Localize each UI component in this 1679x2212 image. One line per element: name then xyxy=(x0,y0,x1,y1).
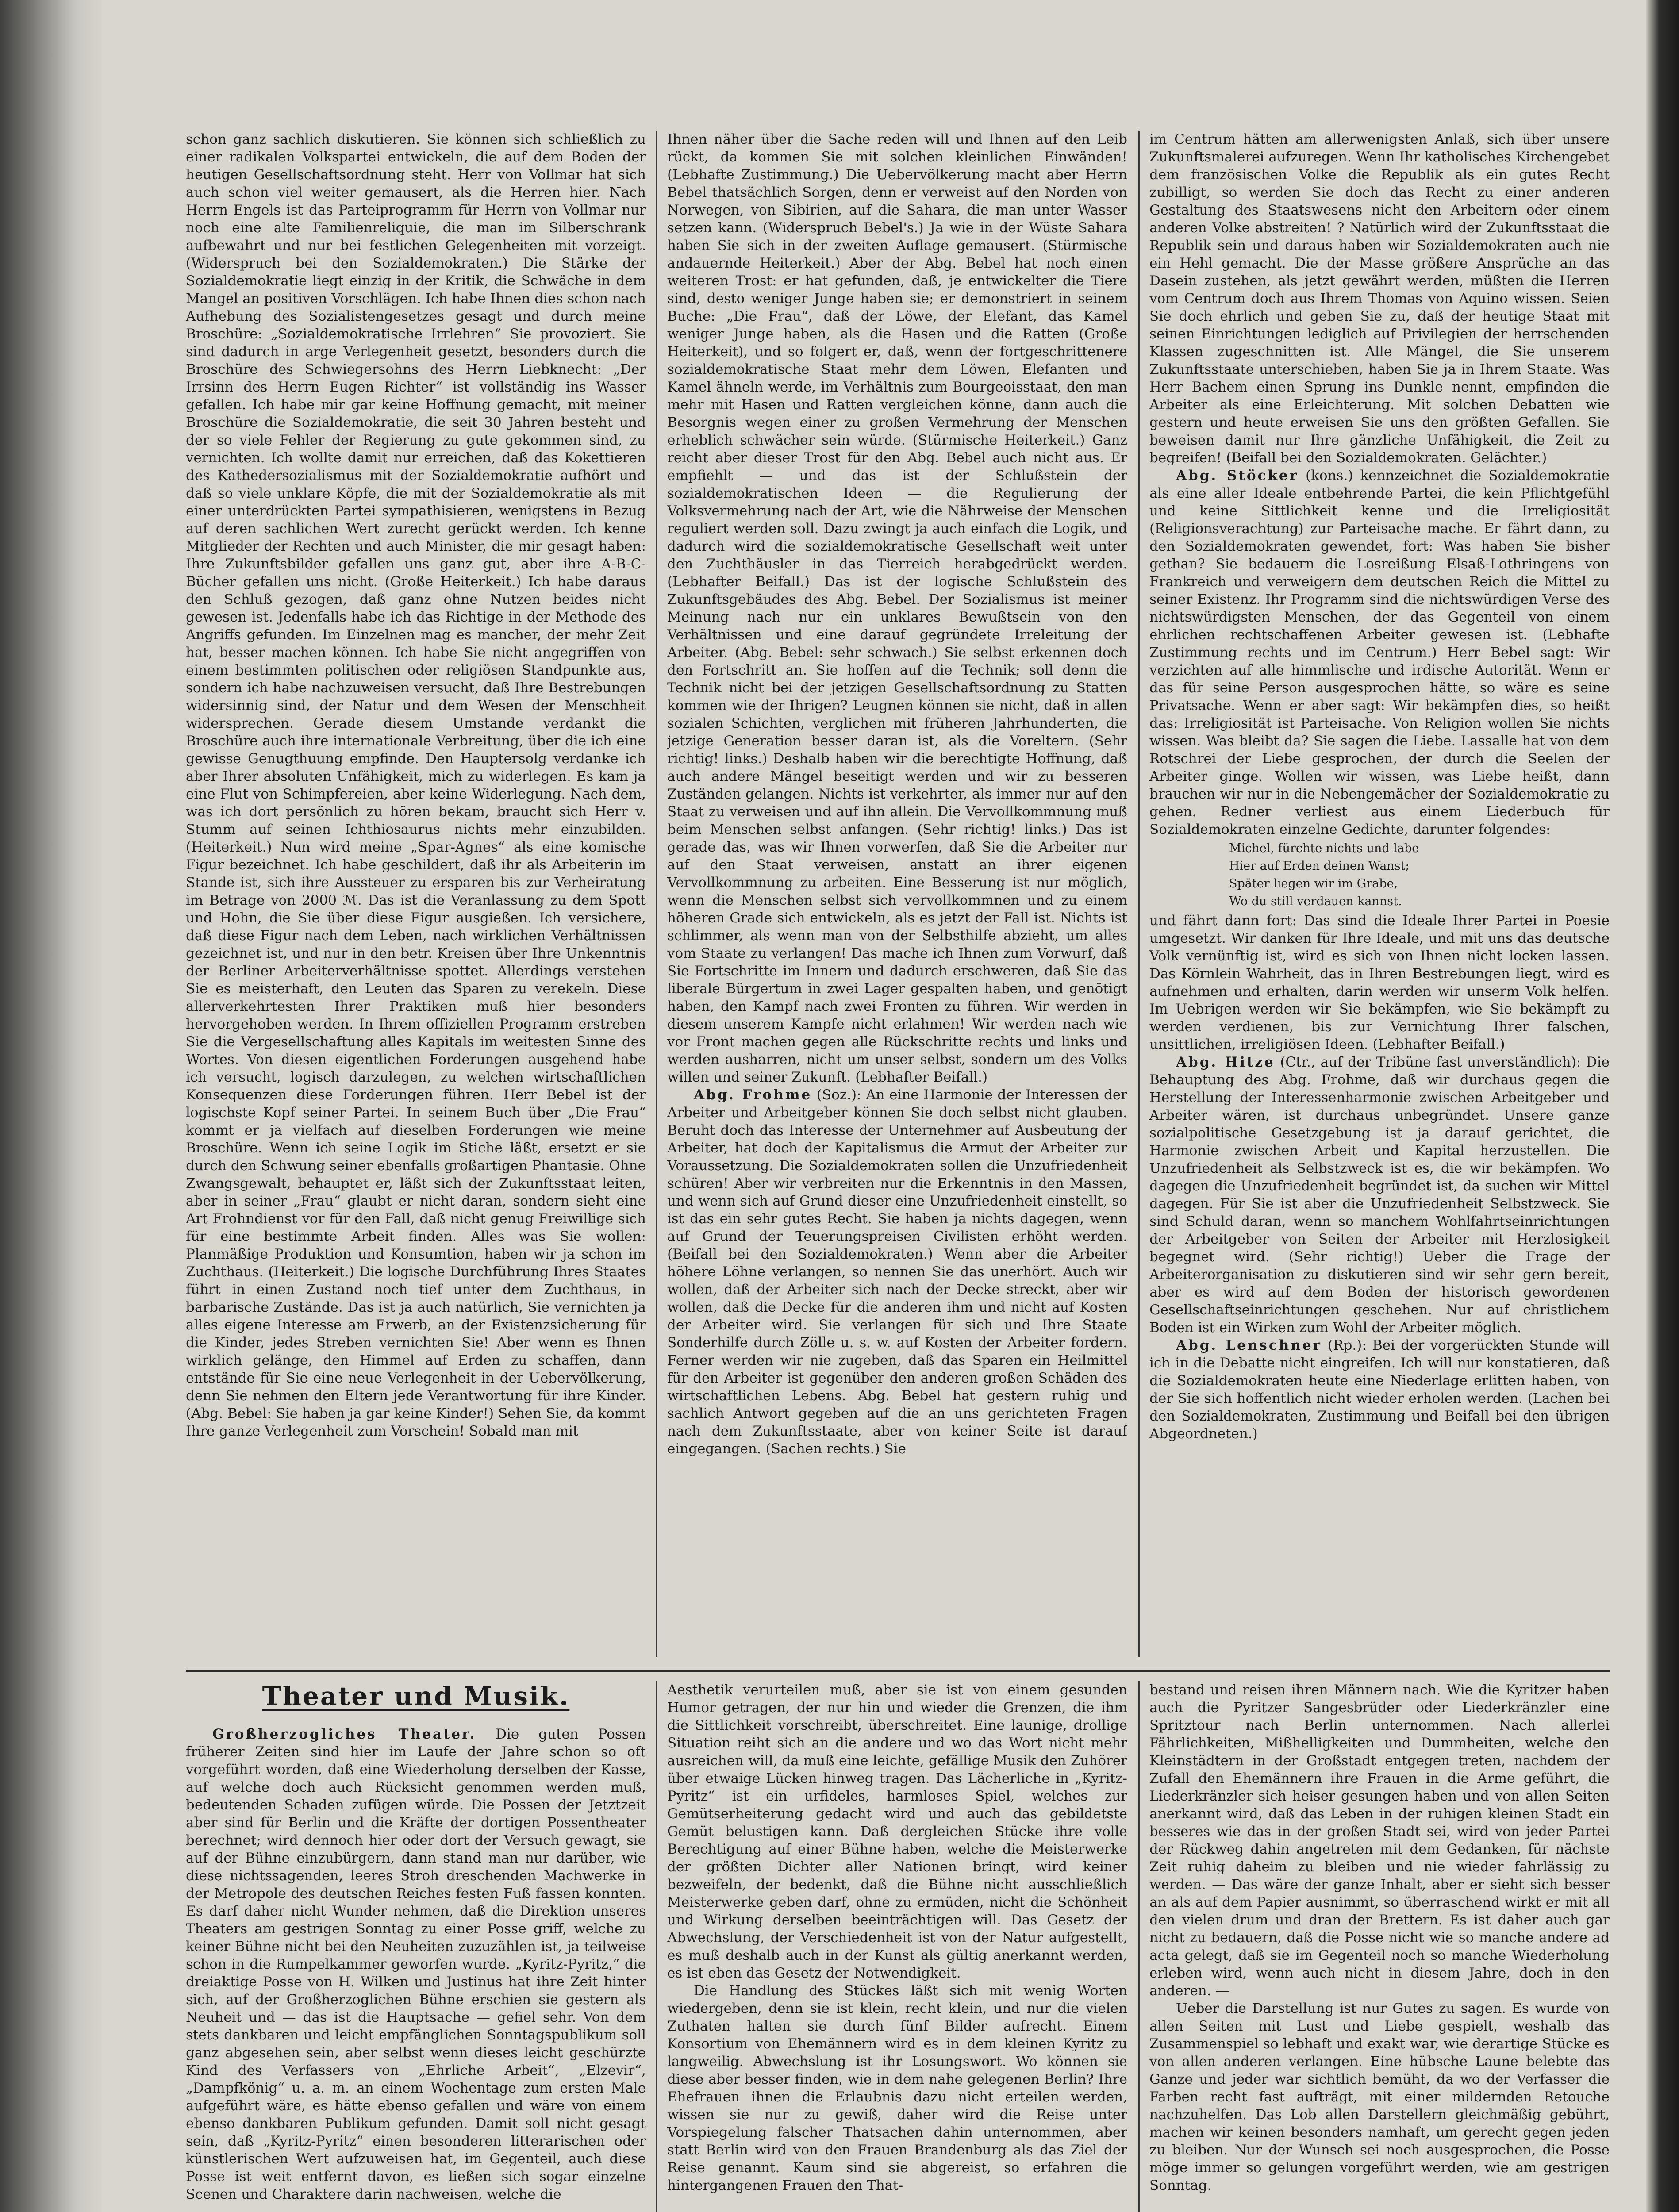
poem-line: Später liegen wir im Grabe, xyxy=(1229,877,1398,891)
paragraph: bestand und reisen ihren Männern nach. Wie die Kyritzer haben auch die Pyritzer Sangesbrüder oder Liederkränzler eine Spritztour nach Berlin unternommen. Nach allerlei Fährlichkeiten, Mißhelligkeiten und Dummheiten, welche den Kleinstädtern in der Großstadt entgegen treten, nachdem der Zufall den Ehemännern ihre Frauen in die Arme geführt, die Liederkränzler sich heiser gesungen haben und von allen Seiten anerkannt wird, daß das Leben in der ruhigen kleinen Stadt ein besseres wie das in der großen Stadt sei, wird von jeder Partei der Rückweg dahin angetreten mit dem Gedanken, für nächste Zeit ruhig daheim zu bleiben und nie wieder fahrlässig zu werden. — Das wäre der ganze Inhalt, aber er sieht sich besser an als auf dem Papier ausnimmt, so überraschend wirkt er mit all den vielen drum und dran der Brettern. Es ist daher auch gar nicht zu bedauern, daß die Posse nicht wie so manche andere ad acta gelegt, daß sie im Gegenteil noch so manche Wiederholung erleben wird, wenn auch nicht in diesem Jahre, doch in den anderen. — xyxy=(1149,1682,1610,1999)
paragraph xyxy=(1149,1053,1610,1336)
poem-line: Hier auf Erden deinen Wanst; xyxy=(1229,859,1410,873)
speech-text: (kons.) kennzeichnet die Sozialdemokratie als eine aller Ideale entbehrende Partei, die kein Pflichtgefühl und keine Sittlichkeit kenne und die Irreligiosität (Religionsverachtung) zur Parteisache mache. Er fährt dann, zu den Sozialdemokraten gewendet, fort: Was haben Sie bisher gethan? Sie bedauern die Losreißung Elsaß-Lothringens von Frankreich und verweigern dem deutschen Reich die Mittel zu seiner Existenz. Ihr Programm sind die nichtswürdigen Verse des nichtswürdigsten Menschen, der das Gegenteil von einem ehrlichen rechtschaffenen Arbeiter gewesen ist. (Lebhafte Zustimmung rechts und im Centrum.) Herr Bebel sagt: Wir verzichten auf alle himmlische und irdische Autorität. Wenn er das für seine Person ausgesprochen hätte, so wäre es seine Privatsache. Wenn er aber sagt: Wir bekämpfen dies, so heißt das: Irreligiosität ist Parteisache. Von Religion wollen Sie nichts wissen. Was bleibt da? Sie sagen die Liebe. Lassalle hat von dem Rotschrei der Liebe gesprochen, der durch die Seelen der Arbeiter ginge. Wollen wir wissen, was Liebe heißt, dann brauchen wir nur in die Nebengemächer der Sozialdemokratie zu gehen. Redner verliest aus einem Liederbuch für Sozialdemokraten einzelne Gedichte, darunter folgendes: xyxy=(1149,468,1610,837)
speech-text: (Soz.): An eine Harmonie der Interessen der Arbeiter und Arbeitgeber können Sie doch selbst nicht glauben. Beruht doch das Interesse der Unternehmer auf Ausbeutung der Arbeiter, hat doch der Kapitalismus die Armut der Arbeiter zur Voraussetzung. Die Sozialdemokraten sollen die Unzufriedenheit schüren! Aber wir verbreiten nur die Erkenntnis in den Massen, und wenn sich auf Grund dieser eine Unzufriedenheit einstellt, so ist das ein sehr gutes Recht. Sie haben ja nichts dagegen, wenn auf Grund der Teuerungspreisen Civilisten erhöht werden. (Beifall bei den Sozialdemokraten.) Wenn aber die Arbeiter höhere Löhne verlangen, so nennen Sie das unerhört. Auch wir wollen, daß der Arbeiter sich nach der Decke streckt, aber wir wollen, daß die Decke für die anderen ihm und nicht auf Kosten der Arbeiter wird. Sie verlangen für sich und Ihre Staate Sonderhilfe durch Zölle u. s. w. auf Kosten der Arbeiter fordern. Ferner werden wir nie zugeben, daß das Sparen ein Heilmittel für den Arbeiter ist gegenüber den anderen großen Schäden des wirtschaftlichen Lebens. Abg. Bebel hat gestern ruhig und sachlich Antwort gegeben auf die an uns gerichteten Fragen nach dem Zukunftsstaate, aber von keiner Seite ist darauf eingegangen. (Sachen rechts.) Sie xyxy=(667,1087,1127,1457)
review-text: Die guten Possen früherer Zeiten sind hier im Laufe der Jahre schon so oft vorgeführt worden, daß eine Wiederholung derselben der Kasse, auf welche doch auch Rücksicht genommen werden muß, bedeutenden Schaden zufügen würde. Die Possen der Jetztzeit aber sind für Berlin und die Kräfte der dortigen Possentheater berechnet; wird dennoch hier oder dort der Versuch gewagt, sie auf der Bühne einzubürgern, dann stand man nur darüber, wie diese nichtssagenden, leeres Stroh dreschenden Machwerke in der Metropole des deutschen Reiches festen Fuß fassen konnten. Es darf daher nicht Wunder nehmen, daß die Direktion unseres Theaters am gestrigen Sonntag zu einer Posse griff, welche zu keiner Bühne nicht bei den Neuheiten zuzuzählen ist, ja teilweise schon in die Rumpelkammer geworfen wurde. „Kyritz-Pyritz,“ die dreiaktige Posse von H. Wilken und Justinus hat ihre Zeit hinter sich, auf der Großherzoglichen Bühne erschien sie gestern als Neuheit und — das ist die Hauptsache — gefiel sehr. Von dem stets dankbaren und leicht empfänglichen Sonntagspublikum soll ganz abgesehen sein, aber selbst wenn dieses leicht geschürzte Kind des Verfassers von „Ehrliche Arbeit“, „Elzevir“, „Dampfkönig“ u. a. m. an einem Wochentage zum ersten Male aufgeführt wäre, es hätte ebenso gefallen und wäre von einem ebenso dankbaren Publikum gefunden. Damit soll nicht gesagt sein, daß „Kyritz-Pyritz“ einen besonderen litterarischen oder künstlerischen Wert aufzuweisen hat, im Gegenteil, auch diese Posse ist weit entfernt davon, es ließen sich sogar einzelne Scenen und Charaktere darin nachweisen, welche die xyxy=(186,1726,646,2202)
theater-name: Großherzogliches Theater. xyxy=(212,1726,476,1742)
page-edge-shadow xyxy=(1646,0,1679,2212)
column-divider xyxy=(1138,1681,1140,2212)
paragraph xyxy=(1149,1336,1610,1443)
paragraph xyxy=(667,1086,1127,1458)
column-divider xyxy=(656,131,657,1657)
section-divider xyxy=(186,1670,1610,1672)
speaker-name: Abg. Hitze xyxy=(1176,1054,1275,1070)
article-column-right xyxy=(1149,131,1610,1661)
section-heading: Theater und Musik. xyxy=(262,1681,570,1711)
paragraph: Ueber die Darstellung ist nur Gutes zu sagen. Es wurde von allen Seiten mit Lust und Liebe gespielt, weshalb das Zusammenspiel so lebhaft und exakt war, wie derartige Stücke es von allen anderen verlangen. Eine hübsche Laune belebte das Ganze und jeder war sichtlich bemüht, da wo der Verfasser die Farben recht fast aufträgt, mit einer mildernden Retouche nachzuhelfen. Das Lob allen Darstellern gleichmäßig gebührt, machen wir keinen besonders namhaft, um gerecht gegen jeden zu bleiben. Nur der Wunsch sei noch ausgesprochen, die Posse möge immer so gelungen vorgeführt werden, wie am gestrigen Sonntag. xyxy=(1149,2001,1610,2193)
paragraph: im Centrum hätten am allerwenigsten Anlaß, sich über unsere Zukunftsmalerei aufzuregen. Wenn Ihr katholisches Kirchengebet dem französischen Volke die Republik als ein gutes Recht zubilligt, so werden Sie doch das Recht zu einer anderen Gestaltung des Staatswesens nicht den Arbeitern oder einem anderen Volke abstreiten! ? Natürlich wird der Zukunftsstaat die Republik sein und daraus haben wir Sozialdemokraten auch nie ein Hehl gemacht. Die der Masse größere Ansprüche an das Dasein zustehen, als jetzt gewährt werden, müßten die Herren vom Centrum doch aus Ihrem Thomas von Aquino wissen. Seien Sie doch ehrlich und geben Sie zu, daß der heutige Staat mit seinen Einrichtungen lediglich auf Privilegien der herrschenden Klassen zugeschnitten ist. Alle Mängel, die Sie unserem Zukunftsstaate unterschieben, haben Sie ja in Ihrem Staate. Was Herr Bachem einen Sprung ins Dunkle nennt, empfinden die Arbeiter als eine Erleichterung. Mit solchen Debatten wie gestern und heute erweisen Sie uns den größten Gefallen. Sie beweisen damit nur Ihre gänzliche Unfähigkeit, die Zeit zu begreifen! (Beifall bei den Sozialdemokraten. Gelächter.) xyxy=(1149,131,1610,466)
newspaper-page xyxy=(102,0,1646,2212)
theater-column-left xyxy=(186,1725,646,2212)
speaker-name: Abg. Frohme xyxy=(694,1087,812,1103)
poem-line: Wo du still verdauen kannst. xyxy=(1229,895,1402,908)
article-column-middle xyxy=(667,131,1127,1661)
paragraph: schon ganz sachlich diskutieren. Sie können sich schließlich zu einer radikalen Volkspartei entwickeln, die auf dem Boden der heutigen Gesellschaftsordnung steht. Herr von Vollmar hat sich auch schon viel weiter gemausert, als die Herren hier. Nach Herrn Engels ist das Parteiprogramm für Herrn von Vollmar nur noch eine alte Familienreliquie, die man im Silberschrank aufbewahrt und nur bei festlichen Gelegenheiten mit vorzeigt. (Widerspruch bei den Sozialdemokraten.) Die Stärke der Sozialdemokratie liegt einzig in der Kritik, die Schwäche in dem Mangel an positiven Vorschlägen. Ich habe Ihnen dies schon nach Aufhebung des Sozialistengesetzes gesagt und durch meine Broschüre: „Sozialdemokratische Irrlehren“ Sie provoziert. Sie sind dadurch in arge Verlegenheit gesetzt, besonders durch die Broschüre des Schwiegersohns des Herrn Liebknecht: „Der Irrsinn des Herrn Eugen Richter“ ist vollständig ins Wasser gefallen. Ich habe mir gar keine Hoffnung gemacht, mit meiner Broschüre die Sozialdemokratie, die seit 30 Jahren besteht und der so viele Fehler der Regierung zu gute gekommen sind, zu vernichten. Ich wollte damit nur erreichen, daß das Kokettieren des Kathedersozialismus mit der Sozialdemokratie aufhört und daß so viele unklare Köpfe, die mit der Sozialdemokratie als mit einer unterdrückten Partei sympathisieren, wenigstens in Bezug auf deren sachlichen Wert zurecht gerückt werden. Ich kenne Mitglieder der Rechten und auch Minister, die mir gesagt haben: Ihre Zukunftsbilder gefallen uns ganz gut, aber ihre A-B-C-Bücher gefallen uns nicht. (Große Heiterkeit.) Ich habe daraus den Schluß gezogen, daß ganz ohne Nutzen beides nicht gewesen ist. Jedenfalls habe ich das Richtige in der Methode des Angriffs gefunden. Im Einzelnen mag es mancher, der mehr Zeit hat, besser machen können. Ich habe Sie nicht angegriffen von einem bestimmten politischen oder religiösen Standpunkte aus, sondern ich habe nachzuweisen versucht, daß Ihre Bestrebungen widersinnig sind, der Natur und dem Wesen der Menschheit widersprechen. Gerade diesem Umstande verdankt die Broschüre auch ihre internationale Verbreitung, über die ich eine gewisse Genugthuung empfinde. Den Hauptersolg verdanke ich aber Ihrer absoluten Unfähigkeit, mich zu widerlegen. Es kam ja eine Flut von Schimpfereien, aber keine Widerlegung. Nach dem, was ich dort persönlich zu hören bekam, braucht sich Herr v. Stumm auf seinen Ichthiosaurus nichts mehr einzubilden. (Heiterkeit.) Nun wird meine „Spar-Agnes“ als eine komische Figur bezeichnet. Ich habe geschildert, daß ihr als Arbeiterin im Stande ist, sich ihre Aussteuer zu ersparen bis zur Verheiratung im Betrage von 2000 ℳ. Das ist die Veranlassung zu dem Spott und Hohn, die Sie über diese Figur ausgießen. Ich versichere, daß diese Figur nach dem Leben, nach wirklichen Verhältnissen gezeichnet ist, und nur in den betr. Kreisen über Ihre Unkenntnis der Berliner Arbeiterverhältnisse spottet. Allerdings verstehen Sie es meisterhaft, den Leuten das Sparen zu verekeln. Diese allerverkehrtesten Ihrer Praktiken muß hier besonders hervorgehoben werden. In Ihrem offiziellen Programm erstreben Sie die Vergesellschaftung alles Kapitals im weitesten Sinne des Wortes. Von diesen eigentlichen Forderungen ausgehend habe ich versucht, logisch darzulegen, zu welchen wirtschaftlichen Konsequenzen diese Forderungen führen. Herr Bebel ist der logischste Kopf seiner Partei. In seinem Buch über „Die Frau“ kommt er ja vielfach auf dieselben Forderungen wie meine Broschüre. Wenn ich seine Logik im Stiche läßt, ersetzt er sie durch den Schwung seiner ebenfalls großartigen Phantasie. Ohne Zwangsgewalt, behauptet er, läßt sich der Zukunftsstaat leiten, aber in seiner „Frau“ glaubt er nicht daran, sondern sieht eine Art Frohndienst vor für den Fall, daß nicht genug Freiwillige sich für eine bestimmte Arbeit finden. Alles was Sie wollen: Planmäßige Produktion und Konsumtion, haben wir ja schon im Zuchthaus. (Heiterkeit.) Die logische Durchführung Ihres Staates führt in einen Zustand noch tief unter dem Zuchthaus, in barbarische Zustände. Das ist ja auch natürlich, Sie vernichten ja alles eigene Interesse am Erwerb, an der Existenzsicherung für die Kinder, jedes Streben vernichten Sie! Aber wenn es Ihnen wirklich gelänge, den Himmel auf Erden zu schaffen, dann entstände für Sie eine neue Verlegenheit in der Uebervölkerung, denn Sie nehmen den Eltern jede Verantwortung für ihre Kinder. (Abg. Bebel: Sie haben ja gar keine Kinder!) Sehen Sie, da kommt Ihre ganze Verlegenheit zum Vorschein! Sobald man mit xyxy=(186,131,646,1439)
paragraph: Ihnen näher über die Sache reden will und Ihnen auf den Leib rückt, da kommen Sie mit solchen kleinlichen Einwänden! (Lebhafte Zustimmung.) Die Uebervölkerung macht aber Herrn Bebel thatsächlich Sorgen, denn er verweist auf den Norden von Norwegen, von Sibirien, auf die Sahara, die man unter Wasser setzen kann. (Widerspruch Bebel's.) Ja wie in der Wüste Sahara haben Sie sich in der zweiten Auflage gemausert. (Stürmische andauernde Heiterkeit.) Aber der Abg. Bebel hat noch einen weiteren Trost: er hat gefunden, daß, je entwickelter die Tiere sind, desto weniger Junge haben sie; er demonstriert in seinem Buche: „Die Frau“, daß der Löwe, der Elefant, das Kamel weniger Junge haben, als die Hasen und die Ratten (Große Heiterkeit), und so folgert er, daß, wenn der fortgeschrittenere sozialdemokratische Staat mehr dem Löwen, Elefanten und Kamel ähneln werde, im Verhältnis zum Bourgeoisstaat, den man mehr mit Hasen und Ratten vergleichen könne, dann auch die Besorgnis wegen einer zu großen Vermehrung der Menschen erheblich schwächer sein würde. (Stürmische Heiterkeit.) Ganz reicht aber dieser Trost für den Abg. Bebel auch nicht aus. Er empfiehlt — und das ist der Schlußstein der sozialdemokratischen Ideen — die Regulierung der Volksvermehrung nach der Art, wie die Nährweise der Menschen reguliert werden soll. Dazu zwingt ja auch einfach die Logik, und dadurch wird die sozialdemokratische Gesellschaft weit unter den Zuchthäusler in das Tierreich herabgedrückt werden. (Lebhafter Beifall.) Das ist der logische Schlußstein des Zukunftsgebäudes des Abg. Bebel. Der Sozialismus ist meiner Meinung nach nur ein unklares Bewußtsein von den Verhältnissen und eine darauf gegründete Irreleitung der Arbeiter. (Abg. Bebel: sehr schwach.) Sie selbst erkennen doch den Fortschritt an. Sie hoffen auf die Technik; soll denn die Technik nicht bei der jetzigen Gesellschaftsordnung zu Statten kommen wie der Ihrigen? Leugnen können sie nicht, daß in allen sozialen Schichten, verglichen mit früheren Jahrhunderten, die jetzige Generation besser daran ist, als die Voreltern. (Sehr richtig! links.) Deshalb haben wir die berechtigte Hoffnung, daß auch andere Mängel beseitigt werden und wir zu besseren Zuständen gelangen. Nichts ist verkehrter, als immer nur auf den Staat zu verweisen und auf ihn allein. Die Vervollkommnung muß beim Menschen selbst anfangen. (Sehr richtig! links.) Das ist gerade das, was wir Ihnen vorwerfen, daß Sie die Arbeiter nur auf den Staat verweisen, anstatt an ihrer eigenen Vervollkommnung zu arbeiten. Eine Besserung ist nur möglich, wenn die Menschen selbst sich vervollkommnen und zu einem höheren Grade sich entwickeln, als es jetzt der Fall ist. Nichts ist schlimmer, als wenn man von der Selbsthilfe abzieht, um alles vom Staate zu verlangen! Das mache ich Ihnen zum Vorwurf, daß Sie Fortschritte im Innern und dadurch erschweren, daß Sie das liberale Bürgertum in zwei Lager gespalten haben, und genötigt haben, den Kampf nach zwei Fronten zu führen. Wir werden in diesem unserem Kampfe nicht erlahmen! Wir werden nach wie vor Front machen gegen alle Rückschritte rechts und links und werden ausharren, nicht um unser selbst, sondern um des Volks willen und seiner Zukunft. (Lebhafter Beifall.) xyxy=(667,131,1127,1085)
speech-text: (Ctr., auf der Tribüne fast unverständlich): Die Behauptung des Abg. Frohme, daß wir durchaus gegen die Herstellung der Interessenharmonie zwischen Arbeitgeber und Arbeiter wären, ist durchaus unbegründet. Unsere ganze sozialpolitische Gesetzgebung ist ja darauf gerichtet, die Harmonie zwischen Arbeit und Kapital herzustellen. Die Unzufriedenheit als Selbstzweck ist es, die wir bekämpfen. Wo dagegen die Unzufriedenheit begründet ist, da suchen wir Mittel dagegen. Für Sie ist aber die Unzufriedenheit Selbstzweck. Sie sind Schuld daran, wenn so manchem Wohlfahrtseinrichtungen der Arbeitgeber von Seiten der Arbeiter mit Herzlosigkeit begegnet wird. (Sehr richtig!) Ueber die Frage der Arbeiterorganisation zu diskutieren sind wir sehr gern bereit, aber es wird auf dem Boden der historisch gewordenen Gesellschaftseinrichtungen geschehen. Nur auf christlichem Boden ist ein Wirken zum Wohl der Arbeiter möglich. xyxy=(1149,1054,1610,1336)
paragraph xyxy=(1149,467,1610,838)
speech-text: (Rp.): Bei der vorgerückten Stunde will ich in die Debatte nicht eingreifen. Ich will nur konstatieren, daß die Sozialdemokraten heute eine Niederlage erlitten haben, von der Sie sich hoffentlich nicht wieder erholen werden. (Lachen bei den Sozialdemokraten, Zustimmung und Beifall bei den übrigen Abgeordneten.) xyxy=(1149,1337,1610,1442)
paragraph xyxy=(186,1725,646,2203)
paragraph: Aesthetik verurteilen muß, aber sie ist von einem gesunden Humor getragen, der nur hin und wieder die Grenzen, die ihm die Sittlichkeit vorschreibt, überschreitet. Eine launige, drollige Situation reiht sich an die andere und wo das Wort nicht mehr ausreichen will, da muß eine leichte, gefällige Musik den Zuhörer über etwaige Lücken hinweg tragen. Das Lächerliche in „Kyritz-Pyritz“ ist ein urfideles, harmloses Spiel, welches zur Gemütserheiterung gedacht wird und auch das gebildetste Gemüt belustigen kann. Daß dergleichen Stücke ihre volle Berechtigung auf einer Bühne haben, welche die Meisterwerke der größten Dichter aller Nationen bringt, wird keiner bezweifeln, der bedenkt, daß die Bühne nicht ausschließlich Meisterwerke geben darf, ohne zu ermüden, nicht die Schönheit und Wirkung derselben beeinträchtigen will. Das Gesetz der Abwechslung, der Verschiedenheit ist von der Natur aufgestellt, es muß deshalb auch in der Kunst als gültig anerkannt werden, es ist eben das Gesetz der Notwendigkeit. xyxy=(667,1682,1127,1981)
article-column-left xyxy=(186,131,646,1661)
speaker-name: Abg. Stöcker xyxy=(1176,468,1299,484)
book-binding-shadow xyxy=(0,0,102,2212)
theater-column-middle xyxy=(667,1681,1127,2212)
column-divider xyxy=(656,1681,657,2212)
paragraph: Die Handlung des Stückes läßt sich mit wenig Worten wiedergeben, denn sie ist klein, recht klein, und nur die vielen Zuthaten halten sie durch fünf Bilder aufrecht. Einem Konsortium von Ehemännern wird es in dem kleinen Kyritz zu langweilig. Abwechslung ist ihr Losungswort. Wo können sie diese aber besser finden, wie in dem nahe gelegenen Berlin? Ihre Ehefrauen ihnen die Erlaubnis dazu nicht erteilen werden, wissen sie nur zu gewiß, daher wird die Reise unter Vorspiegelung falscher Thatsachen dahin unternommen, aber statt Berlin wird von den Frauen Brandenburg als das Ziel der Reise genannt. Kaum sind sie abgereist, so erfahren die hintergangenen Frauen den That- xyxy=(667,1983,1127,2193)
speaker-name: Abg. Lenschner xyxy=(1176,1337,1322,1353)
poem-line: Michel, fürchte nichts und labe xyxy=(1229,841,1419,855)
paragraph: und fährt dann fort: Das sind die Ideale Ihrer Partei in Poesie umgesetzt. Wir danken für Ihre Ideale, und mit uns das deutsche Volk vernünftig ist, wird es sich von Ihnen nicht locken lassen. Das Körnlein Wahrheit, das in Ihren Bestrebungen liegt, wird es aufnehmen und erhalten, darin werden wir unserm Volk helfen. Im Uebrigen werden wir Sie bekämpfen, wie Sie bekämpft zu werden verdienen, bis zur Vernichtung Ihrer falschen, unsittlichen, irreligiösen Ideen. (Lebhafter Beifall.) xyxy=(1149,913,1610,1052)
column-divider xyxy=(1138,131,1140,1657)
theater-column-right xyxy=(1149,1681,1610,2212)
